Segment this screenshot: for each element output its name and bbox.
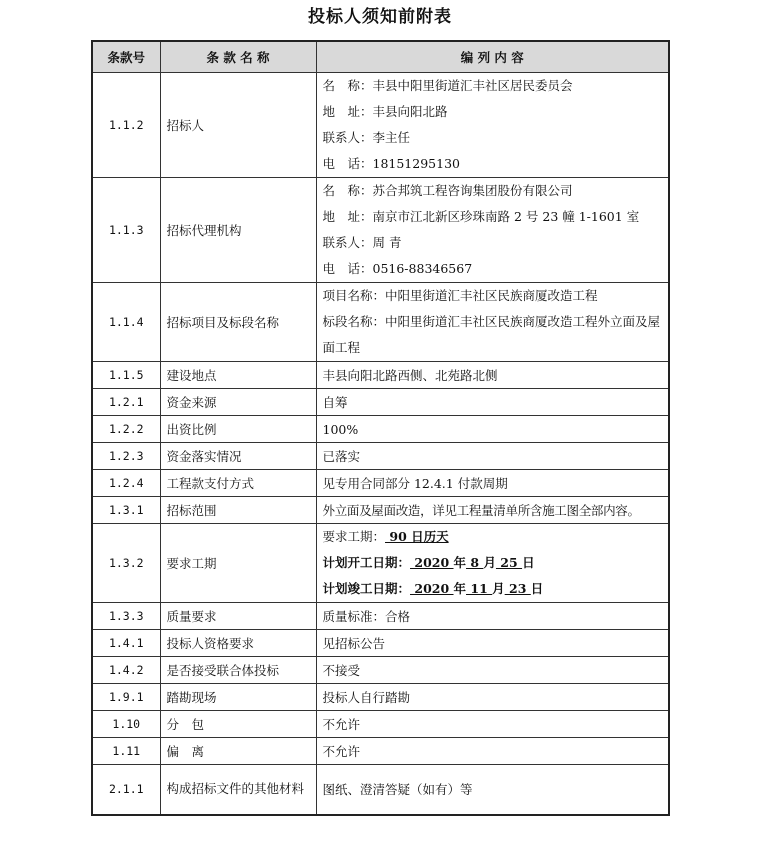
row-name: 偏 离 [160,738,316,765]
start-date-label: 计划开工日期： [322,555,411,570]
row-content: 质量标准：合格 [316,603,669,630]
month-unit: 月 [492,581,505,596]
row-content: 已落实 [316,443,669,470]
row-number: 1.3.2 [92,524,160,603]
row-name: 招标代理机构 [160,178,316,283]
table-row [92,497,669,524]
row-name: 踏勘现场 [160,684,316,711]
table-row [92,416,669,443]
row-number: 1.1.3 [92,178,160,283]
row-number: 1.4.2 [92,657,160,684]
table-row [92,443,669,470]
row-number: 1.2.4 [92,470,160,497]
row-number: 1.2.2 [92,416,160,443]
row-content: 丰县向阳北路西侧、北苑路北侧 [316,362,669,389]
row-number: 1.2.3 [92,443,160,470]
end-date-line [323,576,663,602]
content-line: 联系人：李主任 [322,130,411,145]
row-content: 自筹 [316,389,669,416]
header-name: 条 款 名 称 [160,41,316,73]
year-unit: 年 [453,555,467,570]
table-row [92,603,669,630]
row-content [316,178,669,283]
table-row [92,711,669,738]
content-line: 项目名称：中阳里街道汇丰社区民族商厦改造工程 [322,288,598,303]
table-row [92,738,669,765]
row-number: 1.3.1 [92,497,160,524]
row-content: 见专用合同部分 12.4.1 付款周期 [316,470,669,497]
duration-value: 90 日历天 [385,529,449,544]
row-number: 1.4.1 [92,630,160,657]
page-title: 投标人须知前附表 [308,7,452,27]
row-number: 2.1.1 [92,765,160,815]
day-unit: 日 [530,581,544,596]
table-row [92,73,669,178]
month-unit: 月 [483,555,496,570]
row-name: 工程款支付方式 [160,470,316,497]
row-number: 1.2.1 [92,389,160,416]
day-unit: 日 [522,555,535,570]
row-name: 分 包 [160,711,316,738]
row-name: 招标人 [160,73,316,178]
row-name: 是否接受联合体投标 [160,657,316,684]
end-year: 2020 [410,581,454,596]
content-line: 电 话：0516-88346567 [322,261,473,276]
row-content [316,73,669,178]
header-content: 编 列 内 容 [316,41,669,73]
row-content: 不允许 [316,738,669,765]
end-date-label: 计划竣工日期： [322,581,411,596]
row-number: 1.3.3 [92,603,160,630]
content-line: 名 称：丰县中阳里街道汇丰社区居民委员会 [322,78,573,93]
start-year: 2020 [410,555,454,570]
table-row [92,362,669,389]
row-name: 构成招标文件的其他材料 [160,765,316,815]
content-line: 电 话：18151295130 [322,156,460,171]
table-row [92,524,669,603]
row-name: 资金来源 [160,389,316,416]
row-content [316,524,669,603]
row-number: 1.10 [92,711,160,738]
row-name: 要求工期 [160,524,316,603]
row-content: 外立面及屋面改造，详见工程量清单所含施工图全部内容。 [316,497,669,524]
content-line: 名 称：苏合邦筑工程咨询集团股份有限公司 [322,183,573,198]
row-name: 招标项目及标段名称 [160,283,316,362]
table-row [92,630,669,657]
content-line: 地 址：南京市江北新区珍珠南路 2 号 23 幢 1-1601 室 [322,209,640,224]
content-line: 联系人：周 青 [322,235,402,250]
row-content: 投标人自行踏勘 [316,684,669,711]
row-number: 1.11 [92,738,160,765]
row-name: 投标人资格要求 [160,630,316,657]
end-day: 23 [504,581,531,596]
row-content: 图纸、澄清答疑（如有）等 [316,765,669,815]
table-row [92,178,669,283]
start-month: 8 [466,555,484,570]
row-name: 招标范围 [160,497,316,524]
row-content: 不接受 [316,657,669,684]
header-number: 条款号 [92,41,160,73]
row-name: 资金落实情况 [160,443,316,470]
duration-label: 要求工期： [322,529,386,544]
row-name: 质量要求 [160,603,316,630]
table-row [92,657,669,684]
row-content: 见招标公告 [316,630,669,657]
row-number: 1.1.2 [92,73,160,178]
row-number: 1.9.1 [92,684,160,711]
start-date-line [323,550,663,576]
table-row [92,765,669,815]
row-name: 建设地点 [160,362,316,389]
row-number: 1.1.4 [92,283,160,362]
content-line: 地 址：丰县向阳北路 [322,104,448,119]
bid-info-table [91,40,670,816]
table-row [92,283,669,362]
duration-line [323,524,663,550]
table-row [92,684,669,711]
row-content: 不允许 [316,711,669,738]
row-content: 100% [316,416,669,443]
table-row [92,470,669,497]
end-month: 11 [466,581,493,596]
row-name: 出资比例 [160,416,316,443]
start-day: 25 [495,555,523,570]
table-row [92,389,669,416]
row-content [316,283,669,362]
table-header-row [92,41,669,73]
content-line: 标段名称：中阳里街道汇丰社区民族商厦改造工程外立面及屋面工程 [322,314,661,355]
row-number: 1.1.5 [92,362,160,389]
year-unit: 年 [453,581,467,596]
